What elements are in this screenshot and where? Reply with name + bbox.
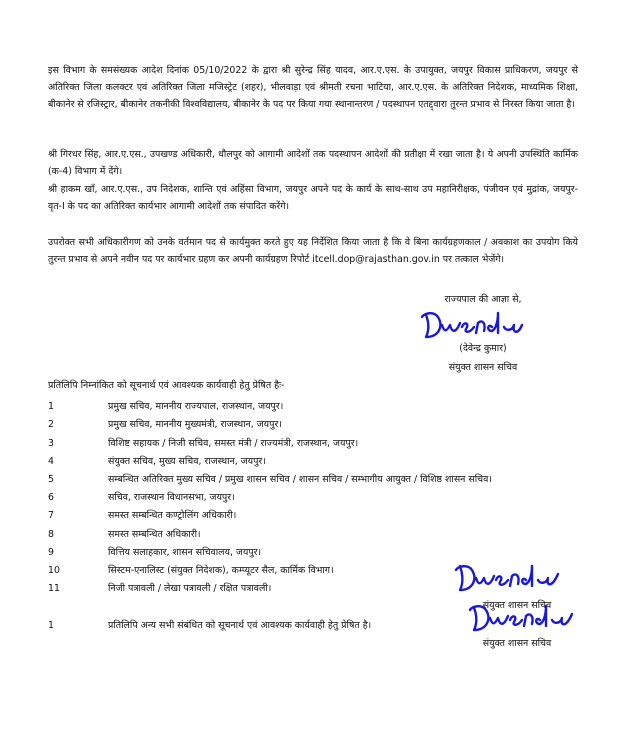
list-item: 9 वित्तिय सलाहकार, शासन सचिवालय, जयपुर। [48,547,262,558]
list-item: 1 प्रतिलिपि अन्य सभी संबंधित को सूचनार्थ एवं आवश्यक कार्यवाही हेतु प्रेषित है। [48,620,372,631]
signatory-name: (देवेन्द्र कुमार) [459,343,507,354]
signature-icon [452,558,582,594]
list-item: 4 संयुक्त सचिव, मुख्य सचिव, राजस्थान, जयपुर। [48,456,266,467]
signatory-designation: संयुक्त शासन सचिव [482,638,552,649]
signature-icon [452,602,582,634]
list-item: 8 समस्त सम्बन्धित अधिकारी। [48,529,201,540]
signatory-designation: संयुक्त शासन सचिव [482,600,552,611]
list-item: 11 निजी पत्रावली / लेखा पत्रावली / रक्षित पत्रावली। [48,583,272,594]
list-item: 7 समस्त सम्बन्धित कण्ट्रोलिंग अधिकारी। [48,510,237,521]
paragraph-relieving-instruction: उपरोक्त सभी अधिकारीगण को उनके वर्तमान पद से कार्यमुक्त करते हुए यह निर्देशित किया जाता है कि वे बिना कार्यग्रहणकाल / अवकाश का उपयोग किये तुरन्त प्रभाव से अपने नवीन पद पर कार्यभार ग्रहण कर अपनी कार्यग्रहण रिपोर्ट itcell.dop@rajasthan.gov.in पर तत्काल भेजेंगे। [48,237,578,265]
list-item: 3 विशिष्ट सहायक / निजी सचिव, समस्त मंत्री / राज्यमंत्री, राजस्थान, जयपुर। [48,438,359,449]
paragraph-cancellation-order: इस विभाग के समसंख्यक आदेश दिनांक 05/10/2022 के द्वारा श्री सुरेन्द्र सिंह यादव, आर.ए.एस. के उपायुक्त, जयपुर विकास प्राधिकरण, जयपुर से अतिरिक्त जिला कलक्टर एवं अतिरिक्त जिला मजिस्ट्रेट (शहर), भीलवाड़ा एवं श्रीमती रचना भाटिया, आर.ए.एस. के अतिरिक्त निदेशक, माध्यमिक शिक्षा, बीकानेर से रजिस्ट्रार, बीकानेर तकनीकी विश्वविद्यालय, बीकानेर के पद पर किया गया स्थानान्तरण / पदस्थापन एतद्द्वारा तुरन्त प्रभाव से निरस्त किया जाता है। [48,65,578,110]
list-item: 1 प्रमुख सचिव, माननीय राज्यपाल, राजस्थान, जयपुर। [48,401,284,412]
paragraph-apo-order: श्री गिरधर सिंह, आर.ए.एस., उपखण्ड अधिकारी, धौलपुर को आगामी आदेशों तक पदस्थापन आदेशों की प्रतीक्षा में रखा जाता है। ये अपनी उपस्थिति कार्मिक (क-4) विभाग में देंगे। [48,149,578,177]
list-item: 2 प्रमुख सचिव, माननीय मुख्यमंत्री, राजस्थान, जयपुर। [48,419,282,430]
list-item: 5 सम्बन्धित अतिरिक्त मुख्य सचिव / प्रमुख शासन सचिव / शासन सचिव / सम्भागीय आयुक्त / विशिष्ठ शासन सचिव। [48,474,492,485]
order-signature-block [408,292,558,375]
copy2-signature-block [452,602,582,651]
signatory-designation: संयुक्त शासन सचिव [448,362,518,373]
signature-icon [408,307,558,341]
by-order-text: राज्यपाल की आज्ञा से, [444,294,522,305]
list-item: 10 सिस्टम-एनालिस्ट (संयुक्त निदेशक), कम्प्यूटर सैल, कार्मिक विभाग। [48,565,334,576]
paragraph-additional-charge: श्री हाकम खाँ, आर.ए.एस., उप निदेशक, शान्ति एवं अहिंसा विभाग, जयपुर अपने पद के कार्य के साथ-साथ उप महानिरीक्षक, पंजीयन एवं मुद्रांक, जयपुर-वृत-I के पद का अतिरिक्त कार्यभार आगामी आदेशों तक संपादित करेंगे। [48,184,578,212]
list-item: 6 सचिव, राजस्थान विधानसभा, जयपुर। [48,492,235,503]
copy-forwarding-intro: प्रतिलिपि निम्नांकित को सूचनार्थ एवं आवश्यक कार्यवाही हेतु प्रेषित हैः- [48,380,285,391]
